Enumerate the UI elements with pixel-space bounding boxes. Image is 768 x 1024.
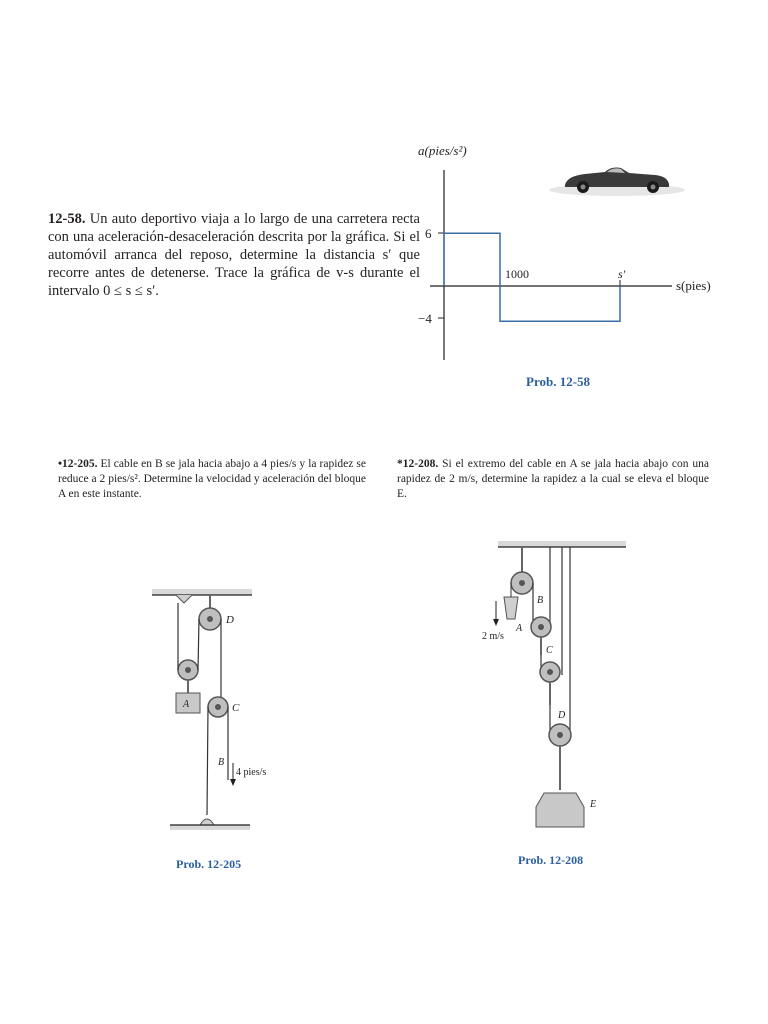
caption-12-205: Prob. 12-205	[176, 857, 242, 871]
problem-12-58-text	[48, 210, 420, 300]
label-d: D	[226, 614, 234, 626]
label-c: C	[546, 645, 553, 656]
label-speed: 4 pies/s	[236, 767, 267, 778]
y-tick-minus4: −4	[418, 311, 432, 326]
x-tick-sprime: s′	[618, 267, 626, 281]
label-e: E	[590, 799, 597, 810]
problem-statement: Un auto deportivo viaja a lo largo de una carretera recta con una aceleración-desaceleración descrita por la gráfica. Si el automóvil arranca del reposo, determine la distancia s′ que recorre antes de detenerse. Trace la gráfica de v-s durante el intervalo 0 ≤ s ≤ s′.	[48, 211, 420, 299]
series-line	[444, 233, 620, 321]
label-a: A	[183, 699, 190, 710]
problem-number: *12-208.	[397, 458, 439, 470]
problem-12-205-text	[58, 457, 366, 502]
pulley-diagram-12-208	[470, 535, 650, 845]
label-a: A	[516, 623, 523, 634]
y-tick-6: 6	[425, 226, 432, 241]
label-b: B	[537, 595, 544, 606]
problem-statement: Si el extremo del cable en A se jala hacia abajo con una rapidez de 2 m/s, determine la rapidez a la cual se eleva el bloque E.	[397, 458, 709, 500]
label-b: B	[218, 757, 225, 768]
caption-12-208: Prob. 12-208	[518, 853, 584, 867]
label-d: D	[558, 710, 566, 721]
caption-12-58: Prob. 12-58	[526, 374, 591, 389]
x-tick-1000: 1000	[505, 267, 529, 281]
pulley-diagram-12-205	[140, 575, 300, 845]
label-c: C	[232, 702, 240, 714]
a-s-chart	[400, 140, 730, 370]
y-axis-label: a(pies/s²)	[418, 143, 467, 158]
block-e	[536, 793, 584, 827]
problem-number: 12-58.	[48, 211, 86, 227]
label-speed: 2 m/s	[482, 631, 504, 642]
problem-statement: El cable en B se jala hacia abajo a 4 pies/s y la rapidez se reduce a 2 pies/s². Determine la velocidad y aceleración del bloque A en este instante.	[58, 458, 367, 500]
x-axis-label: s(pies)	[676, 278, 711, 293]
problem-number: •12-205.	[58, 458, 98, 470]
problem-12-208-text	[397, 457, 709, 502]
